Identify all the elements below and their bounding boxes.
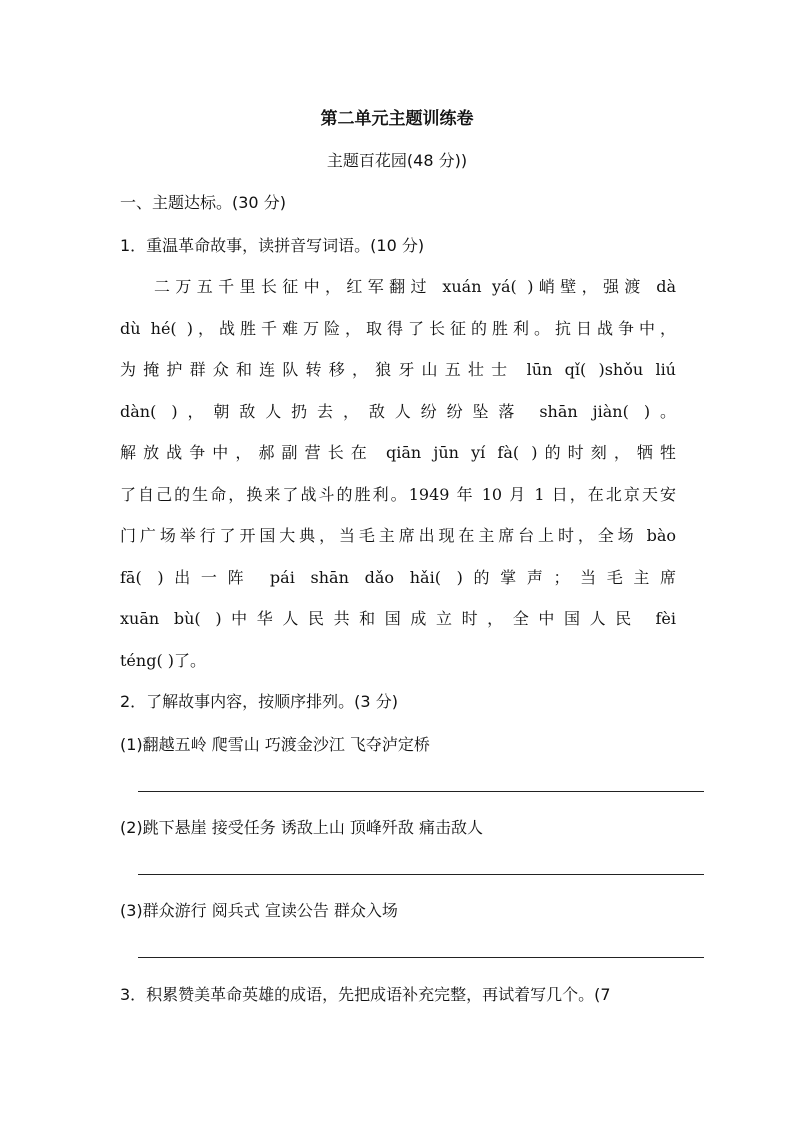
question-1-line: dù hé( )，战胜千难万险，取得了长征的胜利。抗日战争中， <box>120 319 676 338</box>
answer-line[interactable] <box>138 957 704 958</box>
question-1-line: xuān bù( )中华人民共和国成立时，全中国人民 fèi <box>120 609 676 628</box>
answer-line[interactable] <box>138 874 704 875</box>
question-2-item: (1)翻越五岭 爬雪山 巧渡金沙江 飞夺泸定桥 <box>120 735 430 754</box>
question-3-heading: 3．积累赞美革命英雄的成语，先把成语补充完整，再试着写几个。(7 <box>120 985 611 1004</box>
question-1-line: 为掩护群众和连队转移，狼牙山五壮士 lūn qǐ( )shǒu liú <box>120 360 676 379</box>
question-1-line: téng( )了。 <box>120 651 207 670</box>
answer-line[interactable] <box>138 791 704 792</box>
question-2-item: (3)群众游行 阅兵式 宣读公告 群众入场 <box>120 901 398 920</box>
question-1-line: 了自己的生命，换来了战斗的胜利。1949 年 10 月 1 日，在北京天安 <box>120 485 676 504</box>
page-subtitle: 主题百花园(48 分)) <box>326 151 468 170</box>
question-1-line: 门广场举行了开国大典，当毛主席出现在主席台上时，全场 bào <box>120 526 676 545</box>
question-1-line: fā( )出一阵 pái shān dǎo hǎi( )的掌声；当毛主席 <box>120 568 676 587</box>
question-2-heading: 2．了解故事内容，按顺序排列。(3 分) <box>120 692 398 711</box>
section-heading: 一、主题达标。(30 分) <box>120 193 286 212</box>
question-1-line: 解放战争中，郝副营长在 qiān jūn yí fà( )的时刻，牺牲 <box>120 443 676 462</box>
question-1-line: 二万五千里长征中，红军翻过 xuán yá( )峭壁，强渡 dà <box>154 277 676 296</box>
question-1-line: dàn( )，朝敌人扔去，敌人纷纷坠落 shān jiàn( )。 <box>120 402 676 421</box>
page-title: 第二单元主题训练卷 <box>320 109 474 129</box>
question-1-heading: 1．重温革命故事，读拼音写词语。(10 分) <box>120 236 425 255</box>
question-2-item: (2)跳下悬崖 接受任务 诱敌上山 顶峰歼敌 痛击敌人 <box>120 818 484 837</box>
